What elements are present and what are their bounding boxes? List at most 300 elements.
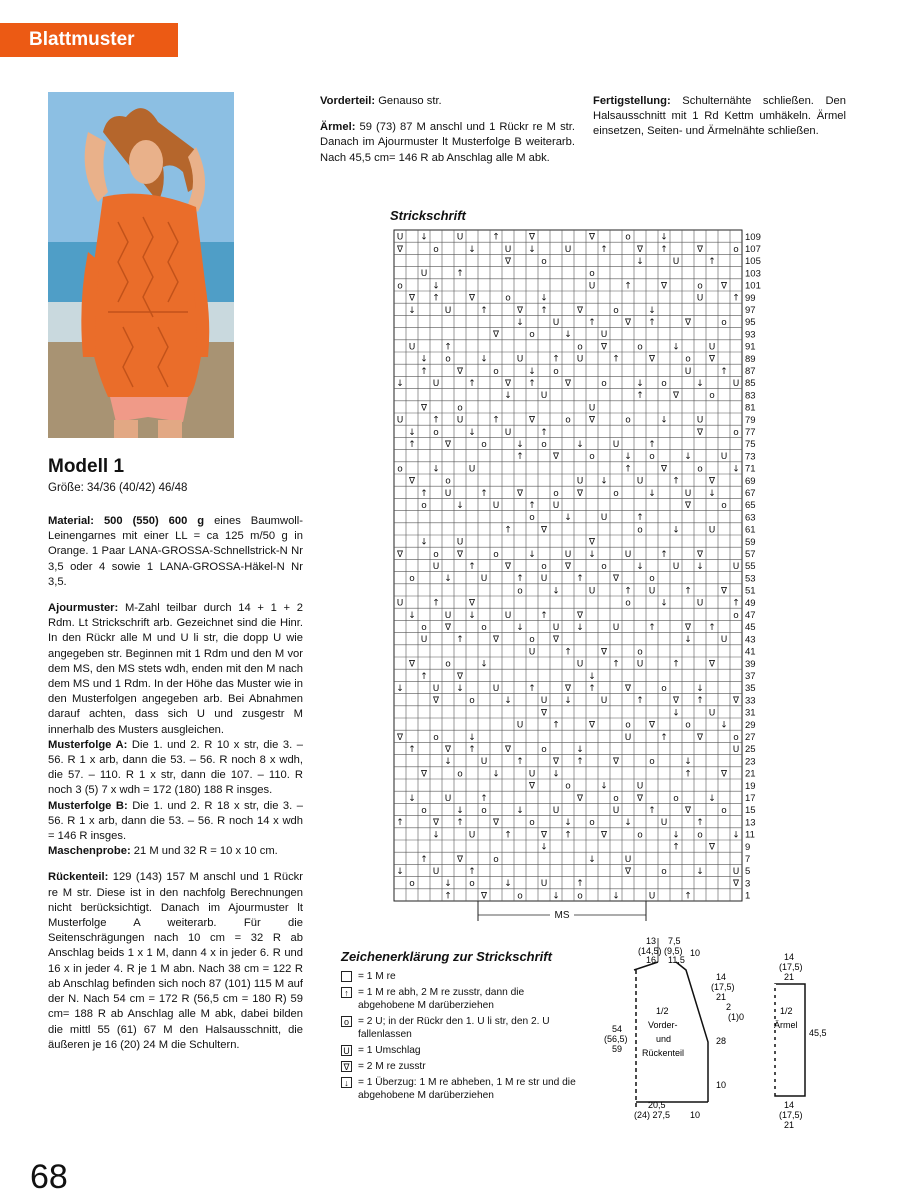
body-center-4: Rückenteil <box>642 1048 685 1058</box>
body-top-3: (14,5) (9,5) <box>638 946 683 956</box>
chart-ms-label: MS <box>554 910 570 921</box>
body-bottom-3: 10 <box>690 1110 701 1120</box>
chart-stitch-symbol: ∇ <box>420 769 428 780</box>
v-icon: ∇ <box>341 1061 352 1072</box>
sleeve-top-1: 14 <box>784 952 795 962</box>
chart-stitch-symbol: U <box>696 598 704 609</box>
folgeB-label: Musterfolge B: <box>48 799 128 812</box>
legend-title: Zeichenerklärung zur Strickschrift <box>341 949 552 964</box>
chart-stitch-symbol: o <box>517 586 523 597</box>
chart-stitch-symbol: ↑ <box>456 635 464 646</box>
chart-stitch-symbol: U <box>552 501 560 511</box>
chart-stitch-symbol: U <box>540 879 548 890</box>
chart-stitch-symbol: ↓ <box>456 501 464 511</box>
chart-stitch-symbol: ∇ <box>588 415 596 426</box>
chart-stitch-symbol: ↑ <box>480 793 488 804</box>
body-right-2: 2 <box>726 1002 732 1012</box>
page-number: 68 <box>30 1158 68 1196</box>
chart-stitch-symbol: o <box>613 793 619 804</box>
chart-stitch-symbol: ↑ <box>564 830 572 841</box>
body-right-top-2: (17,5) <box>711 982 735 992</box>
chart-stitch-symbol: ∇ <box>468 598 476 609</box>
chart-stitch-symbol: ↓ <box>588 549 596 560</box>
chart-row-number: 11 <box>745 829 755 841</box>
chart-row-number: 59 <box>745 536 756 548</box>
chart-stitch-symbol: o <box>529 513 535 524</box>
chart-stitch-symbol: ∇ <box>708 476 716 487</box>
legend <box>341 970 581 1105</box>
chart-stitch-symbol: ↓ <box>432 830 440 841</box>
chart-stitch-symbol: ∇ <box>576 793 584 804</box>
chart-stitch-symbol: o <box>637 647 643 658</box>
chart-row-number: 21 <box>745 768 756 780</box>
fertig-label: Fertigstellung: <box>593 95 671 107</box>
chart-stitch-symbol: U <box>600 696 608 707</box>
chart-stitch-symbol: o <box>445 476 451 487</box>
chart-stitch-symbol: o <box>673 793 679 804</box>
body-bottom-2: (24) 27,5 <box>634 1110 671 1120</box>
chart-stitch-symbol: o <box>421 623 427 633</box>
chart-stitch-symbol: ↓ <box>672 708 680 719</box>
chart-stitch-symbol: ∇ <box>696 732 704 743</box>
chart-stitch-symbol: o <box>709 391 715 402</box>
chart-stitch-symbol: o <box>601 379 607 389</box>
chart-stitch-symbol: o <box>577 342 583 353</box>
chart-stitch-symbol: ↓ <box>636 257 644 267</box>
chart-stitch-symbol: o <box>433 732 439 743</box>
chart-stitch-symbol: ∇ <box>492 818 500 829</box>
chart-stitch-symbol: U <box>576 354 584 365</box>
chart-stitch-symbol: ↓ <box>516 623 524 633</box>
chart-stitch-symbol: o <box>505 293 511 304</box>
body-left-3: 59 <box>612 1044 623 1054</box>
chart-stitch-symbol: o <box>445 659 451 670</box>
ruecken-label: Rückenteil: <box>48 871 109 884</box>
chart-stitch-symbol: ↓ <box>576 440 584 450</box>
chart-stitch-symbol: ↓ <box>648 488 656 499</box>
chart-stitch-symbol: o <box>433 244 439 255</box>
chart-stitch-symbol: o <box>457 403 463 414</box>
chart-stitch-symbol: ↑ <box>648 623 656 633</box>
chart-stitch-symbol: ↓ <box>672 830 680 841</box>
chart-stitch-symbol: o <box>529 330 535 341</box>
chart-stitch-symbol: U <box>492 684 500 694</box>
chart-stitch-symbol: U <box>732 867 740 877</box>
knitting-chart <box>392 228 761 932</box>
chart-stitch-symbol: ∇ <box>588 720 596 731</box>
chart-row-number: 45 <box>745 622 756 634</box>
chart-stitch-symbol: o <box>553 366 559 377</box>
chart-stitch-symbol: U <box>672 562 680 572</box>
chart-stitch-symbol: ↑ <box>636 391 644 402</box>
chart-row-number: 107 <box>745 244 761 255</box>
body-right-10: 10 <box>716 1080 727 1090</box>
chart-stitch-symbol: ∇ <box>720 586 728 597</box>
chart-stitch-symbol: ↑ <box>648 806 656 816</box>
chart-stitch-symbol: o <box>493 549 499 560</box>
chart-stitch-symbol: U <box>612 806 620 816</box>
chart-stitch-symbol: U <box>588 586 596 597</box>
chart-stitch-symbol: ↓ <box>468 610 476 621</box>
chart-stitch-symbol: U <box>540 696 548 707</box>
chart-stitch-symbol: ↑ <box>528 501 536 511</box>
chart-stitch-symbol: o <box>565 781 571 792</box>
chart-stitch-symbol: ↑ <box>660 244 668 255</box>
schematic-diagram <box>598 932 848 1132</box>
chart-stitch-symbol: ↓ <box>492 769 500 780</box>
chart-stitch-symbol: o <box>697 830 703 841</box>
folgeB-paragraph <box>48 799 303 845</box>
folgeA-label: Musterfolge A: <box>48 738 128 751</box>
sleeve-right: 45,5 <box>809 1028 827 1038</box>
chart-stitch-symbol: U <box>624 549 632 560</box>
chart-stitch-symbol: o <box>721 318 727 328</box>
chart-stitch-symbol: U <box>636 659 644 670</box>
chart-stitch-symbol: o <box>625 598 631 609</box>
chart-stitch-symbol: ↑ <box>600 244 608 255</box>
chart-stitch-symbol: ↓ <box>408 610 416 621</box>
section-tag: Blattmuster <box>0 23 178 57</box>
chart-stitch-symbol: ∇ <box>492 635 500 646</box>
chart-stitch-symbol: ↓ <box>636 562 644 572</box>
chart-stitch-symbol: ↓ <box>552 769 560 780</box>
chart-stitch-symbol: ↓ <box>564 330 572 341</box>
chart-stitch-symbol: ↓ <box>660 415 668 426</box>
chart-stitch-symbol: ↑ <box>576 757 584 768</box>
vorder-label: Vorderteil: <box>320 95 376 107</box>
chart-stitch-symbol: ↑ <box>540 305 548 316</box>
chart-stitch-symbol: ↑ <box>504 525 512 536</box>
chart-stitch-symbol: o <box>397 464 403 475</box>
chart-stitch-symbol: ↓ <box>648 305 656 316</box>
chart-row-number: 73 <box>745 451 756 463</box>
legend-item <box>341 986 581 1012</box>
chart-row-number: 57 <box>745 549 756 560</box>
chart-stitch-symbol: o <box>625 232 631 243</box>
chart-stitch-symbol: ∇ <box>732 696 740 707</box>
chart-stitch-symbol: ∇ <box>504 745 512 755</box>
up-arrow-icon: ↑ <box>341 987 352 998</box>
chart-stitch-symbol: U <box>552 806 560 816</box>
vorder-text: Genauso str. <box>375 95 442 107</box>
chart-stitch-symbol: o <box>661 867 667 877</box>
chart-stitch-symbol: o <box>421 806 427 816</box>
chart-stitch-symbol: ↓ <box>516 440 524 450</box>
chart-stitch-symbol: ∇ <box>504 562 512 572</box>
chart-row-number: 65 <box>745 500 756 512</box>
chart-stitch-symbol: ↑ <box>540 427 548 438</box>
aermel-label: Ärmel: <box>320 121 356 134</box>
chart-stitch-symbol: ∇ <box>708 354 716 365</box>
chart-stitch-symbol: ↓ <box>552 891 560 902</box>
chart-stitch-symbol: U <box>444 488 452 499</box>
chart-stitch-symbol: U <box>564 549 572 560</box>
chart-stitch-symbol: U <box>708 708 716 719</box>
chart-stitch-symbol: ∇ <box>672 391 680 402</box>
chart-stitch-symbol: ↓ <box>456 684 464 694</box>
chart-stitch-symbol: U <box>444 305 452 316</box>
chart-stitch-symbol: ↑ <box>468 562 476 572</box>
chart-stitch-symbol: U <box>600 330 608 341</box>
chart-stitch-symbol: ∇ <box>564 562 572 572</box>
chart-stitch-symbol: ∇ <box>588 537 596 548</box>
chart-row-number: 83 <box>745 390 756 402</box>
chart-stitch-symbol: o <box>469 879 475 890</box>
chart-stitch-symbol: o <box>481 440 487 450</box>
body-right-top-3: 21 <box>716 992 727 1002</box>
chart-stitch-symbol: o <box>649 574 655 585</box>
legend-text: = 1 Umschlag <box>358 1045 421 1056</box>
chart-stitch-symbol: ↑ <box>504 830 512 841</box>
chart-stitch-symbol: o <box>661 684 667 694</box>
chart-row-number: 61 <box>745 524 756 536</box>
chart-row-number: 85 <box>745 378 756 390</box>
ruecken-text: 129 (143) 157 M anschl und 1 Rückr re M str. Diese ist in den nachfolg Berechnungen nicht berücksichtigt. Danach im Ajourmuster lt Musterfolge A weiterarb. Für die Seitenschrägungen nach 10 cm = 32 R ab Anschlag beids 1 x 1 M, dann 4 x in jeder 6. R und 16 x in jeder 4. R je 1 M abn. Nach 38 cm = 122 R ab Anschlag befinden sich noch 87 (101) 115 M auf der N. Nach 54 cm = 172 R (56,5 cm = 180 R) 59 cm= 188 R ab Anschlag alle M abk, dabei bilden die mittl 55 (61) 67 M den Halsausschnitt, die äußeren je 16 (20) 24 M die Schultern. <box>48 871 303 1051</box>
chart-stitch-symbol: U <box>456 415 464 426</box>
chart-stitch-symbol: ↓ <box>696 379 704 389</box>
chart-stitch-symbol: ↓ <box>576 745 584 755</box>
chart-stitch-symbol: ↓ <box>564 818 572 829</box>
chart-stitch-symbol: U <box>648 586 656 597</box>
chart-stitch-symbol: ∇ <box>624 684 632 694</box>
chart-stitch-symbol: ↑ <box>516 574 524 585</box>
chart-stitch-symbol: ∇ <box>660 464 668 475</box>
chart-stitch-symbol: o <box>541 257 547 267</box>
chart-stitch-symbol: U <box>528 769 536 780</box>
chart-stitch-symbol: U <box>408 342 416 353</box>
chart-stitch-symbol: U <box>504 244 512 255</box>
chart-stitch-symbol: ↓ <box>480 659 488 670</box>
chart-stitch-symbol: U <box>600 513 608 524</box>
chart-stitch-symbol: ∇ <box>396 732 404 743</box>
chart-stitch-symbol: ↑ <box>552 354 560 365</box>
chart-stitch-symbol: ∇ <box>420 403 428 414</box>
chart-stitch-symbol: ↓ <box>528 244 536 255</box>
knitting-chart-grid <box>392 228 761 932</box>
chart-stitch-symbol: U <box>720 452 728 463</box>
chart-stitch-symbol: ↓ <box>516 806 524 816</box>
chart-stitch-symbol: ↑ <box>552 720 560 731</box>
body-top-1: 13 <box>646 936 657 946</box>
chart-stitch-symbol: ∇ <box>672 696 680 707</box>
chart-stitch-symbol: o <box>493 854 499 865</box>
chart-stitch-symbol: ↑ <box>420 488 428 499</box>
chart-stitch-symbol: ↑ <box>432 293 440 304</box>
chart-stitch-symbol: U <box>636 781 644 792</box>
chart-row-number: 35 <box>745 683 756 695</box>
chart-stitch-symbol: ↑ <box>636 696 644 707</box>
folgeA-text: Die 1. und 2. R 10 x str, die 3. – 56. R 1 x arb, dann die 53. – 56. R noch 8 x wdh, die 57. – 110. R 1 x str, dann die 107. – 110. R noch 3 (5) 7 x wdh = 172 (180) 188 R insges. <box>48 738 303 797</box>
chart-stitch-symbol: ↑ <box>408 440 416 450</box>
chart-stitch-symbol: U <box>696 415 704 426</box>
chart-stitch-symbol: o <box>541 745 547 755</box>
chart-row-number: 49 <box>745 597 756 609</box>
chart-stitch-symbol: ↑ <box>684 891 692 902</box>
chart-stitch-symbol: U <box>396 598 404 609</box>
sleeve-center-1: 1/2 <box>780 1006 793 1016</box>
chart-row-number: 105 <box>745 256 761 268</box>
chart-stitch-symbol: o <box>433 427 439 438</box>
model-photo <box>48 92 234 438</box>
chart-stitch-symbol: ∇ <box>684 623 692 633</box>
chart-stitch-symbol: ↓ <box>432 464 440 475</box>
chart-stitch-symbol: ↓ <box>732 464 740 475</box>
chart-stitch-symbol: U <box>540 574 548 585</box>
chart-stitch-symbol: ↑ <box>648 440 656 450</box>
chart-stitch-symbol: o <box>589 818 595 829</box>
chart-stitch-symbol: ∇ <box>636 244 644 255</box>
chart-stitch-symbol: ∇ <box>432 818 440 829</box>
chart-stitch-symbol: ↓ <box>684 757 692 768</box>
chart-stitch-symbol: ∇ <box>444 745 452 755</box>
legend-text: = 1 M re abh, 2 M re zusstr, dann die abgehobene M darüberziehen <box>358 987 525 1011</box>
chart-stitch-symbol: ∇ <box>468 293 476 304</box>
chart-row-number: 47 <box>745 610 756 621</box>
chart-stitch-symbol: ∇ <box>624 318 632 328</box>
chart-stitch-symbol: ∇ <box>564 379 572 389</box>
chart-row-number: 87 <box>745 366 756 377</box>
chart-stitch-symbol: o <box>721 501 727 511</box>
chart-stitch-symbol: ∇ <box>684 806 692 816</box>
legend-item <box>341 1076 581 1102</box>
chart-row-number: 95 <box>745 317 756 329</box>
chart-stitch-symbol: U <box>444 610 452 621</box>
chart-row-number: 91 <box>745 341 756 353</box>
chart-stitch-symbol: ∇ <box>456 549 464 560</box>
chart-stitch-symbol: ↑ <box>612 354 620 365</box>
chart-stitch-symbol: ↓ <box>684 635 692 646</box>
chart-stitch-symbol: ↑ <box>480 488 488 499</box>
chart-stitch-symbol: U <box>528 647 536 658</box>
chart-stitch-symbol: ∇ <box>660 281 668 292</box>
chart-stitch-symbol: ↑ <box>564 647 572 658</box>
chart-stitch-symbol: ∇ <box>504 379 512 389</box>
chart-stitch-symbol: U <box>564 244 572 255</box>
chart-stitch-symbol: ∇ <box>684 501 692 511</box>
sleeve-bottom-2: (17,5) <box>779 1110 803 1120</box>
chart-stitch-symbol: ∇ <box>684 318 692 328</box>
chart-stitch-symbol: o <box>649 452 655 463</box>
chart-stitch-symbol: ∇ <box>696 427 704 438</box>
chart-stitch-symbol: o <box>625 720 631 731</box>
chart-stitch-symbol: ↑ <box>432 598 440 609</box>
chart-stitch-symbol: U <box>396 415 404 426</box>
chart-stitch-symbol: U <box>552 623 560 633</box>
body-bottom-1: 20,5 <box>648 1100 666 1110</box>
chart-stitch-symbol: ↓ <box>552 586 560 597</box>
chart-stitch-symbol: U <box>504 427 512 438</box>
chart-stitch-symbol: U <box>708 342 716 353</box>
chart-stitch-symbol: ∇ <box>636 793 644 804</box>
u-icon: U <box>341 1045 352 1056</box>
chart-row-number: 13 <box>745 817 756 829</box>
chart-row-number: 17 <box>745 793 756 804</box>
chart-stitch-symbol: ∇ <box>708 659 716 670</box>
body-center-2: Vorder- <box>648 1020 678 1030</box>
chart-stitch-symbol: ↓ <box>468 427 476 438</box>
chart-stitch-symbol: ∇ <box>528 781 536 792</box>
chart-stitch-symbol: ↓ <box>396 684 404 694</box>
chart-stitch-symbol: ↑ <box>492 415 500 426</box>
chart-stitch-symbol: ↑ <box>660 549 668 560</box>
chart-stitch-symbol: ∇ <box>720 281 728 292</box>
chart-stitch-symbol: ↓ <box>624 818 632 829</box>
chart-stitch-symbol: ↑ <box>624 586 632 597</box>
chart-stitch-symbol: o <box>469 696 475 707</box>
chart-row-number: 15 <box>745 805 756 817</box>
chart-row-number: 79 <box>745 414 756 426</box>
chart-stitch-symbol: o <box>613 488 619 499</box>
chart-stitch-symbol: ∇ <box>576 488 584 499</box>
chart-stitch-symbol: ↑ <box>480 305 488 316</box>
material-paragraph <box>48 514 303 590</box>
chart-stitch-symbol: U <box>696 293 704 304</box>
chart-stitch-symbol: ↓ <box>660 598 668 609</box>
legend-text: = 2 M re zusstr <box>358 1061 426 1072</box>
body-left-2: (56,5) <box>604 1034 628 1044</box>
chart-stitch-symbol: ↓ <box>696 562 704 572</box>
chart-stitch-symbol: o <box>457 769 463 780</box>
chart-stitch-symbol: ∇ <box>540 525 548 536</box>
chart-stitch-symbol: ↓ <box>636 379 644 389</box>
chart-stitch-symbol: ∇ <box>648 354 656 365</box>
chart-stitch-symbol: ↑ <box>444 891 452 902</box>
chart-stitch-symbol: U <box>576 476 584 487</box>
aermel-paragraph <box>320 120 575 166</box>
chart-stitch-symbol: ↓ <box>732 830 740 841</box>
chart-stitch-symbol: ↑ <box>516 757 524 768</box>
chart-stitch-symbol: ↓ <box>432 281 440 292</box>
chart-stitch-symbol: U <box>720 635 728 646</box>
probe-text: 21 M und 32 R = 10 x 10 cm. <box>130 845 278 858</box>
chart-row-number: 53 <box>745 573 756 585</box>
chart-row-number: 5 <box>745 866 751 878</box>
body-right-2b: (1)0 <box>728 1012 745 1022</box>
empty-square-icon <box>341 971 352 982</box>
chart-stitch-symbol: ↑ <box>420 366 428 377</box>
chart-stitch-symbol: ↓ <box>612 891 620 902</box>
chart-stitch-symbol: ↓ <box>588 671 596 682</box>
chart-stitch-symbol: ∇ <box>456 671 464 682</box>
chart-stitch-symbol: ∇ <box>588 232 596 243</box>
chart-stitch-symbol: ↑ <box>420 854 428 865</box>
chart-title: Strickschrift <box>390 208 466 223</box>
chart-row-number: 23 <box>745 756 756 768</box>
chart-stitch-symbol: ↓ <box>408 305 416 316</box>
chart-stitch-symbol: ∇ <box>396 244 404 255</box>
chart-stitch-symbol: ↑ <box>732 598 740 609</box>
chart-stitch-symbol: ∇ <box>564 684 572 694</box>
chart-stitch-symbol: ↓ <box>588 854 596 865</box>
chart-stitch-symbol: ∇ <box>696 244 704 255</box>
chart-row-number: 69 <box>745 475 756 487</box>
chart-stitch-symbol: ↓ <box>420 232 428 243</box>
chart-stitch-symbol: ∇ <box>732 879 740 890</box>
chart-stitch-symbol: ∇ <box>408 476 416 487</box>
chart-stitch-symbol: ∇ <box>612 757 620 768</box>
chart-stitch-symbol: o <box>637 342 643 353</box>
chart-stitch-symbol: o <box>625 415 631 426</box>
chart-stitch-symbol: ∇ <box>396 549 404 560</box>
chart-stitch-symbol: U <box>504 610 512 621</box>
chart-stitch-symbol: ∇ <box>612 574 620 585</box>
chart-row-number: 93 <box>745 329 756 341</box>
chart-row-number: 39 <box>745 658 756 670</box>
chart-stitch-symbol: ↓ <box>444 574 452 585</box>
chart-stitch-symbol: U <box>612 623 620 633</box>
chart-stitch-symbol: U <box>456 232 464 243</box>
vorder-paragraph <box>320 94 575 109</box>
